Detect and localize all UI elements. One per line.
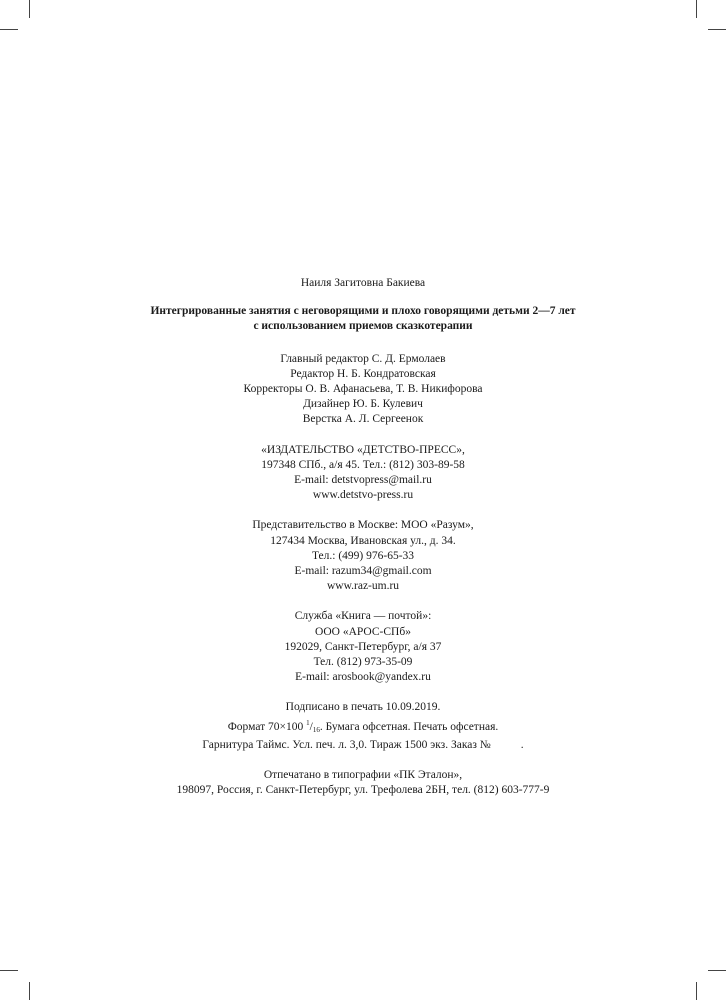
format-line [0, 716, 726, 738]
moscow-office-email: E-mail: razum34@gmail.com [294, 565, 432, 578]
proofreaders: Корректоры О. В. Афанасьева, Т. В. Никифорова [243, 383, 483, 396]
mail-service-company: ООО «АРОС-СПб» [315, 625, 411, 638]
printer-info [0, 768, 726, 798]
format-fraction-numerator: 1 [306, 718, 310, 727]
chief-editor: Главный редактор С. Д. Ермолаев [280, 352, 446, 365]
format-fraction-denominator: 16 [312, 725, 320, 734]
mail-service-email: E-mail: arosbook@yandex.ru [295, 671, 431, 684]
title-line-1: Интегрированные занятия с неговорящими и плохо говорящими детьми 2—7 лет [150, 305, 576, 318]
mail-order-service [0, 609, 726, 685]
printer-name: Отпечатано в типографии «ПК Эталон», [263, 769, 463, 782]
mail-service-address: 192029, Санкт-Петербург, а/я 37 [284, 640, 442, 653]
moscow-office-phone: Тел.: (499) 976-65-33 [311, 549, 415, 562]
mail-service-phone: Тел. (812) 973-35-09 [313, 656, 413, 669]
typeface-line [0, 738, 726, 753]
crop-mark-top-right-h [708, 29, 726, 30]
moscow-office-website: www.raz-um.ru [326, 580, 400, 593]
crop-mark-bottom-left [29, 982, 30, 1000]
crop-mark-bottom-right-h [708, 970, 726, 971]
moscow-office-address: 127434 Москва, Ивановская ул., д. 34. [270, 534, 456, 547]
colophon [0, 276, 726, 813]
publisher-website: www.detstvo-press.ru [312, 489, 414, 502]
author-name: Наиля Загитовна Бакиева [300, 277, 426, 289]
designer: Дизайнер Ю. Б. Кулевич [303, 398, 423, 411]
printer-address: 198097, Россия, г. Санкт-Петербург, ул. Трефолева 2БН, тел. (812) 603-777-9 [176, 784, 550, 797]
publisher-info [0, 443, 726, 504]
format-suffix: . Бумага офсетная. Печать офсетная. [319, 720, 499, 733]
editor: Редактор Н. Б. Кондратовская [290, 367, 436, 380]
layout-artist: Верстка А. Л. Сергеенок [302, 413, 424, 426]
crop-mark-top-right [696, 0, 697, 18]
print-details [0, 700, 726, 753]
publisher-address: 197348 СПб., а/я 45. Тел.: (812) 303-89-58 [261, 458, 465, 471]
typeface-end: . [520, 738, 524, 751]
crop-mark-top-left-h [0, 29, 18, 30]
typeface-text: Гарнитура Таймс. Усл. печ. л. 3,0. Тираж 1500 экз. Заказ № [202, 738, 491, 751]
publisher-name: «ИЗДАТЕЛЬСТВО «ДЕТСТВО-ПРЕСС», [261, 443, 465, 456]
staff-credits [0, 352, 726, 428]
book-title [0, 304, 726, 334]
mail-service-title: Служба «Книга — почтой»: [294, 610, 432, 623]
crop-mark-bottom-left-h [0, 970, 18, 971]
format-prefix: Формат 70×100 [227, 720, 307, 733]
format-fraction-separator: / [309, 720, 313, 733]
publisher-email: E-mail: detstvopress@mail.ru [294, 474, 432, 487]
signed-for-print: Подписано в печать 10.09.2019. [285, 701, 441, 714]
title-line-2: с использованием приемов сказкотерапии [253, 320, 473, 333]
crop-mark-top-left [29, 0, 30, 18]
crop-mark-bottom-right [696, 982, 697, 1000]
moscow-office-name: Представительство в Москве: МОО «Разум», [252, 519, 474, 532]
moscow-office [0, 518, 726, 594]
